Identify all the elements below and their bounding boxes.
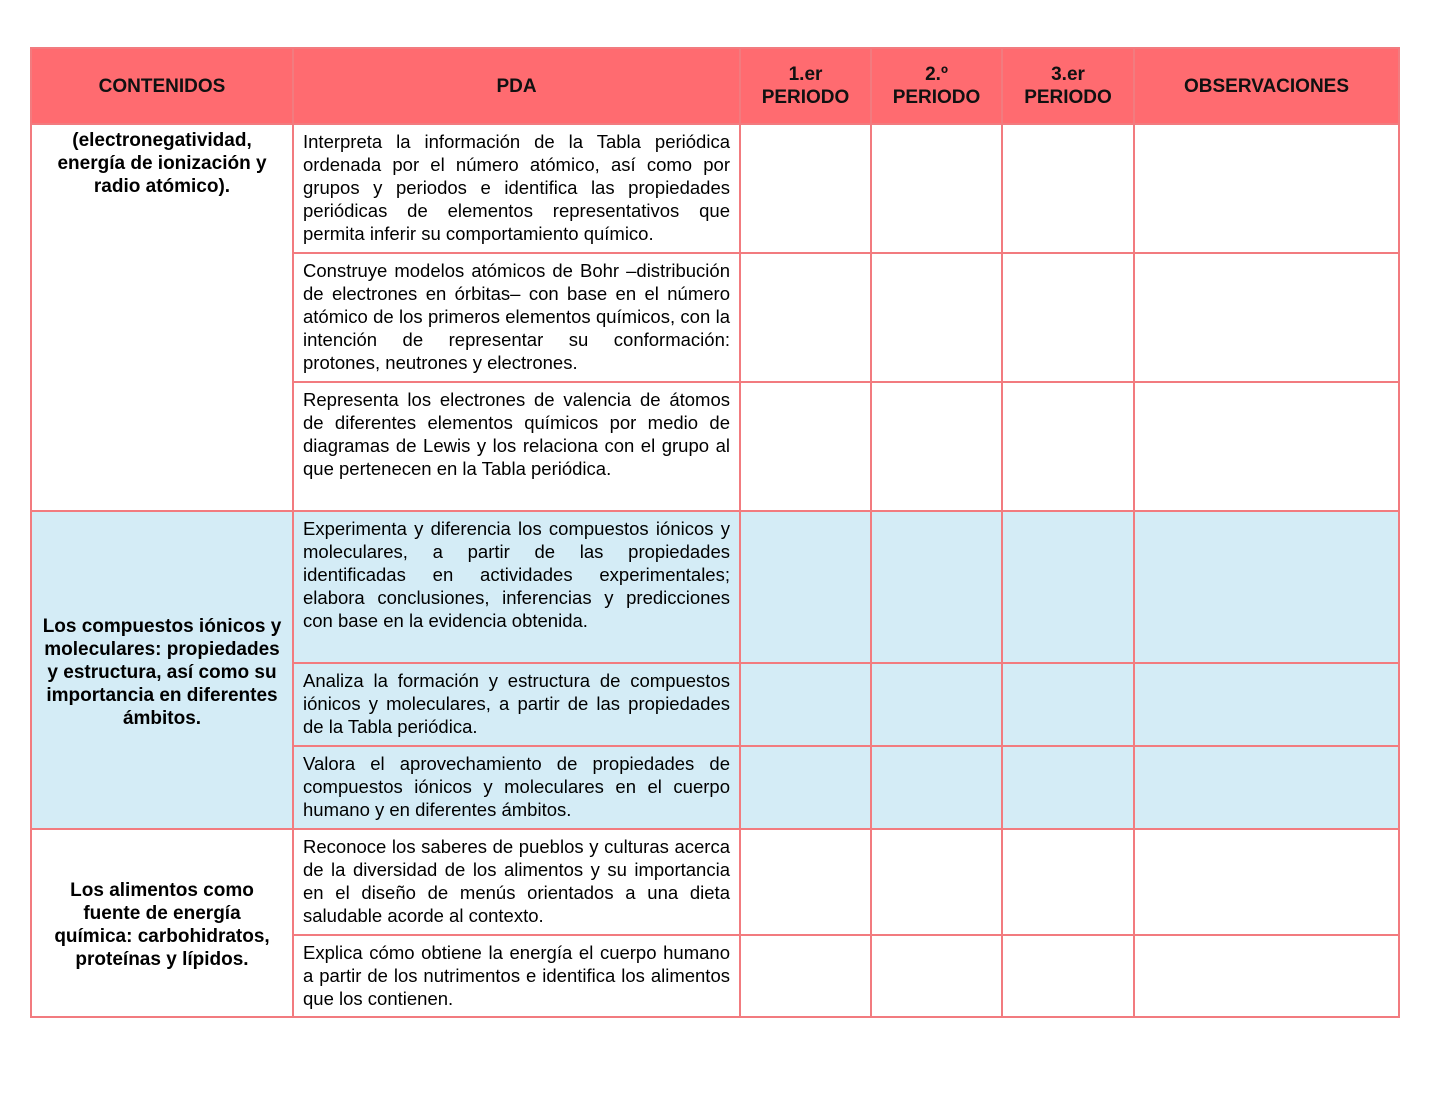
observaciones-cell[interactable] bbox=[1134, 746, 1399, 829]
planning-table bbox=[30, 47, 1400, 1018]
contenido-cell: (electronegatividad, energía de ionización y radio atómico). bbox=[31, 124, 293, 511]
periodo-3-cell[interactable] bbox=[1002, 746, 1134, 829]
pda-cell: Reconoce los saberes de pueblos y culturas acerca de la diversidad de los alimentos y su importancia en el diseño de menús orientados a una dieta saludable acorde al contexto. bbox=[293, 829, 740, 935]
observaciones-cell[interactable] bbox=[1134, 935, 1399, 1017]
header-periodo-3-number: 3.er bbox=[1051, 64, 1085, 85]
periodo-3-cell[interactable] bbox=[1002, 382, 1134, 511]
periodo-1-cell[interactable] bbox=[740, 382, 871, 511]
table-row bbox=[31, 124, 1399, 253]
table-row bbox=[31, 829, 1399, 935]
periodo-3-cell[interactable] bbox=[1002, 935, 1134, 1017]
header-periodo-2-number: 2.º bbox=[925, 64, 948, 85]
header-contenidos: CONTENIDOS bbox=[31, 48, 293, 124]
observaciones-cell[interactable] bbox=[1134, 382, 1399, 511]
pda-cell: Interpreta la información de la Tabla periódica ordenada por el número atómico, así como por grupos y periodos e identifica las propiedades periódicas de elementos representativos que permita inferir su comportamiento químico. bbox=[293, 124, 740, 253]
pda-cell: Representa los electrones de valencia de átomos de diferentes elementos químicos por medio de diagramas de Lewis y los relaciona con el grupo al que pertenecen en la Tabla periódica. bbox=[293, 382, 740, 511]
periodo-1-cell[interactable] bbox=[740, 253, 871, 382]
periodo-1-cell[interactable] bbox=[740, 124, 871, 253]
contenido-cell: Los alimentos como fuente de energía química: carbohidratos, proteínas y lípidos. bbox=[31, 829, 293, 1017]
periodo-2-cell[interactable] bbox=[871, 746, 1002, 829]
header-periodo-1-label: PERIODO bbox=[761, 87, 850, 108]
table-row bbox=[31, 511, 1399, 663]
header-observaciones: OBSERVACIONES bbox=[1134, 48, 1399, 124]
periodo-2-cell[interactable] bbox=[871, 829, 1002, 935]
periodo-2-cell[interactable] bbox=[871, 663, 1002, 746]
periodo-2-cell[interactable] bbox=[871, 253, 1002, 382]
header-periodo-1-number: 1.er bbox=[788, 64, 823, 85]
periodo-1-cell[interactable] bbox=[740, 663, 871, 746]
header-periodo-3 bbox=[1002, 48, 1134, 124]
pda-cell: Explica cómo obtiene la energía el cuerpo humano a partir de los nutrimentos e identifica los alimentos que los contienen. bbox=[293, 935, 740, 1017]
header-periodo-2 bbox=[871, 48, 1002, 124]
observaciones-cell[interactable] bbox=[1134, 511, 1399, 663]
periodo-3-cell[interactable] bbox=[1002, 663, 1134, 746]
pda-cell: Experimenta y diferencia los compuestos iónicos y moleculares, a partir de las propiedades identificadas en actividades experimentales; elabora conclusiones, inferencias y predicciones con base en la evidencia obtenida. bbox=[293, 511, 740, 663]
periodo-1-cell[interactable] bbox=[740, 746, 871, 829]
header-periodo-2-label: PERIODO bbox=[892, 87, 981, 108]
observaciones-cell[interactable] bbox=[1134, 663, 1399, 746]
observaciones-cell[interactable] bbox=[1134, 253, 1399, 382]
periodo-3-cell[interactable] bbox=[1002, 829, 1134, 935]
periodo-1-cell[interactable] bbox=[740, 829, 871, 935]
header-row bbox=[31, 48, 1399, 124]
periodo-2-cell[interactable] bbox=[871, 382, 1002, 511]
observaciones-cell[interactable] bbox=[1134, 124, 1399, 253]
periodo-3-cell[interactable] bbox=[1002, 253, 1134, 382]
pda-cell: Analiza la formación y estructura de compuestos iónicos y moleculares, a partir de las propiedades de la Tabla periódica. bbox=[293, 663, 740, 746]
periodo-2-cell[interactable] bbox=[871, 511, 1002, 663]
observaciones-cell[interactable] bbox=[1134, 829, 1399, 935]
header-pda: PDA bbox=[293, 48, 740, 124]
periodo-2-cell[interactable] bbox=[871, 124, 1002, 253]
header-periodo-1 bbox=[740, 48, 871, 124]
periodo-3-cell[interactable] bbox=[1002, 124, 1134, 253]
header-periodo-3-label: PERIODO bbox=[1024, 87, 1112, 108]
periodo-2-cell[interactable] bbox=[871, 935, 1002, 1017]
contenido-cell: Los compuestos iónicos y moleculares: propiedades y estructura, así como su importancia en diferentes ámbitos. bbox=[31, 511, 293, 829]
periodo-1-cell[interactable] bbox=[740, 935, 871, 1017]
periodo-1-cell[interactable] bbox=[740, 511, 871, 663]
periodo-3-cell[interactable] bbox=[1002, 511, 1134, 663]
pda-cell: Construye modelos atómicos de Bohr –distribución de electrones en órbitas– con base en el número atómico de los primeros elementos químicos, con la intención de representar su conformación: protones, neutrones y electrones. bbox=[293, 253, 740, 382]
pda-cell: Valora el aprovechamiento de propiedades de compuestos iónicos y moleculares en el cuerpo humano y en diferentes ámbitos. bbox=[293, 746, 740, 829]
